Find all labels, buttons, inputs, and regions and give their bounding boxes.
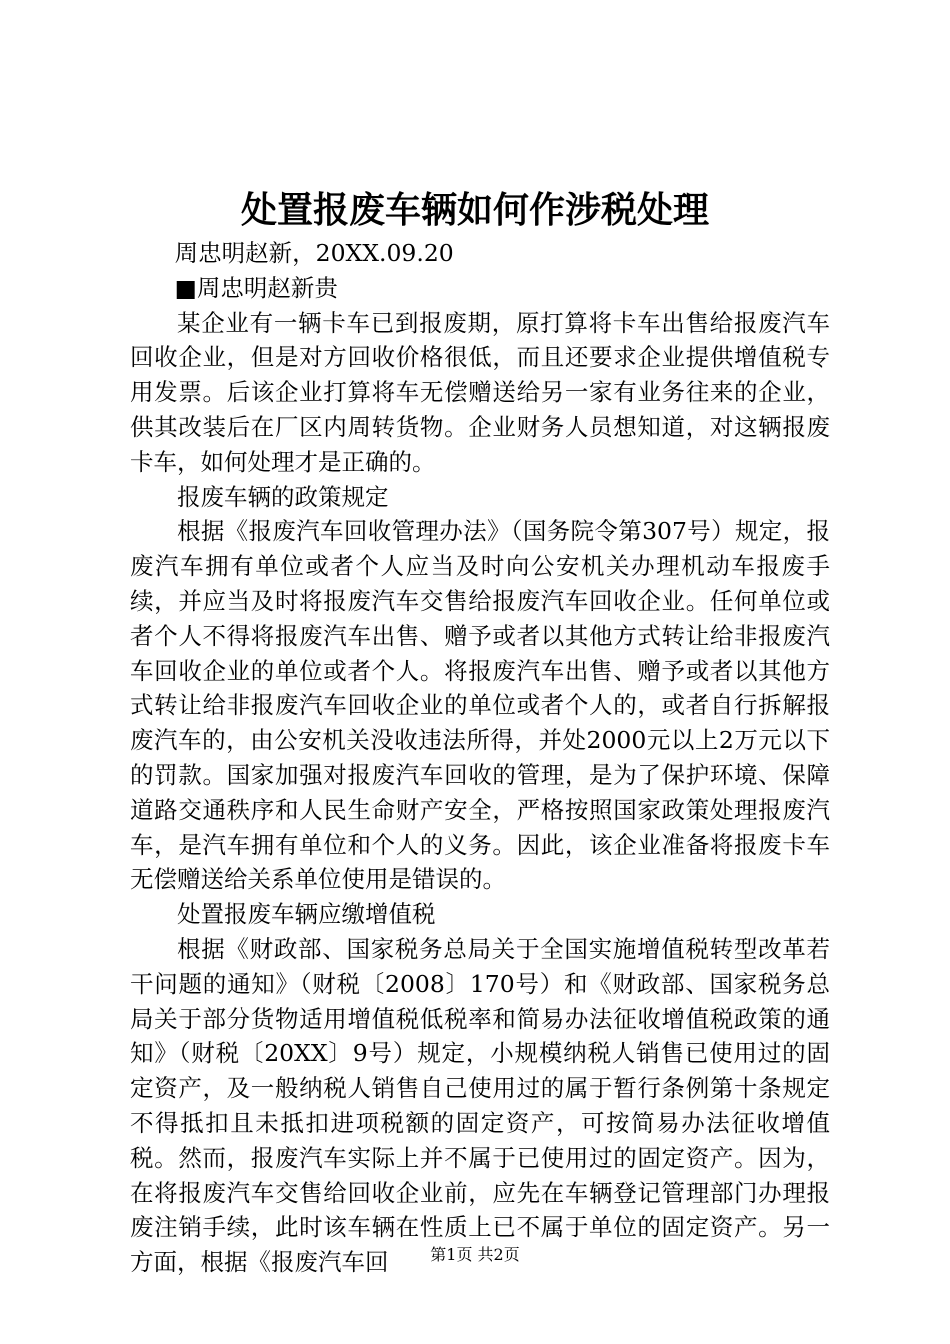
paragraph-intro: 某企业有一辆卡车已到报废期，原打算将卡车出售给报废汽车回收企业，但是对方回收价格很低，而且还要求企业提供增值税专用发票。后该企业打算将车无偿赠送给另一家有业务往来的企业，供其改装后在厂区内周转货物。企业财务人员想知道，对这辆报废卡车，如何处理才是正确的。 (130, 308, 830, 476)
document-body (130, 236, 830, 1280)
author-line: ■周忠明赵新贵 (174, 273, 338, 302)
document-title: 处置报废车辆如何作涉税处理 (240, 189, 709, 231)
paragraph-policy: 根据《报废汽车回收管理办法》（国务院令第307号）规定，报废汽车拥有单位或者个人应当及时向公安机关办理机动车报废手续，并应当及时将报废汽车交售给报废汽车回收企业。任何单位或者个人不得将报废汽车出售、赠予或者以其他方式转让给非报废汽车回收企业的单位或者个人。将报废汽车出售、赠予或者以其他方式转让给非报废汽车回收企业的单位或者个人的，或者自行拆解报废汽车的，由公安机关没收违法所得，并处2000元以上2万元以下的罚款。国家加强对报废汽车回收的管理，是为了保护环境、保障道路交通秩序和人民生命财产安全，严格按照国家政策处理报废汽车，是汽车拥有单位和个人的义务。因此，该企业准备将报废卡车无偿赠送给关系单位使用是错误的。 (130, 517, 830, 894)
page-number-footer: 第1页 共2页 (430, 1245, 520, 1264)
byline: 周忠明赵新，20XX.09.20 (174, 239, 454, 267)
section-heading-vat: 处置报废车辆应缴增值税 (177, 900, 436, 929)
paragraph-vat: 根据《财政部、国家税务总局关于全国实施增值税转型改革若干问题的通知》（财税〔2008〕170号）和《财政部、国家税务总局关于部分货物适用增值税低税率和简易办法征收增值税政策的通知》（财税〔20XX〕9号）规定，小规模纳税人销售已使用过的固定资产，及一般纳税人销售自己使用过的属于暂行条例第十条规定不得抵扣且未抵扣进项税额的固定资产，可按简易办法征收增值税。然而，报废汽车实际上并不属于已使用过的固定资产。因为，在将报废汽车交售给回收企业前，应先在车辆登记管理部门办理报废注销手续，此时该车辆在性质上已不属于单位的固定资产。另一方面，根据《报废汽车回 (130, 934, 830, 1277)
section-heading-policy: 报废车辆的政策规定 (177, 482, 389, 511)
